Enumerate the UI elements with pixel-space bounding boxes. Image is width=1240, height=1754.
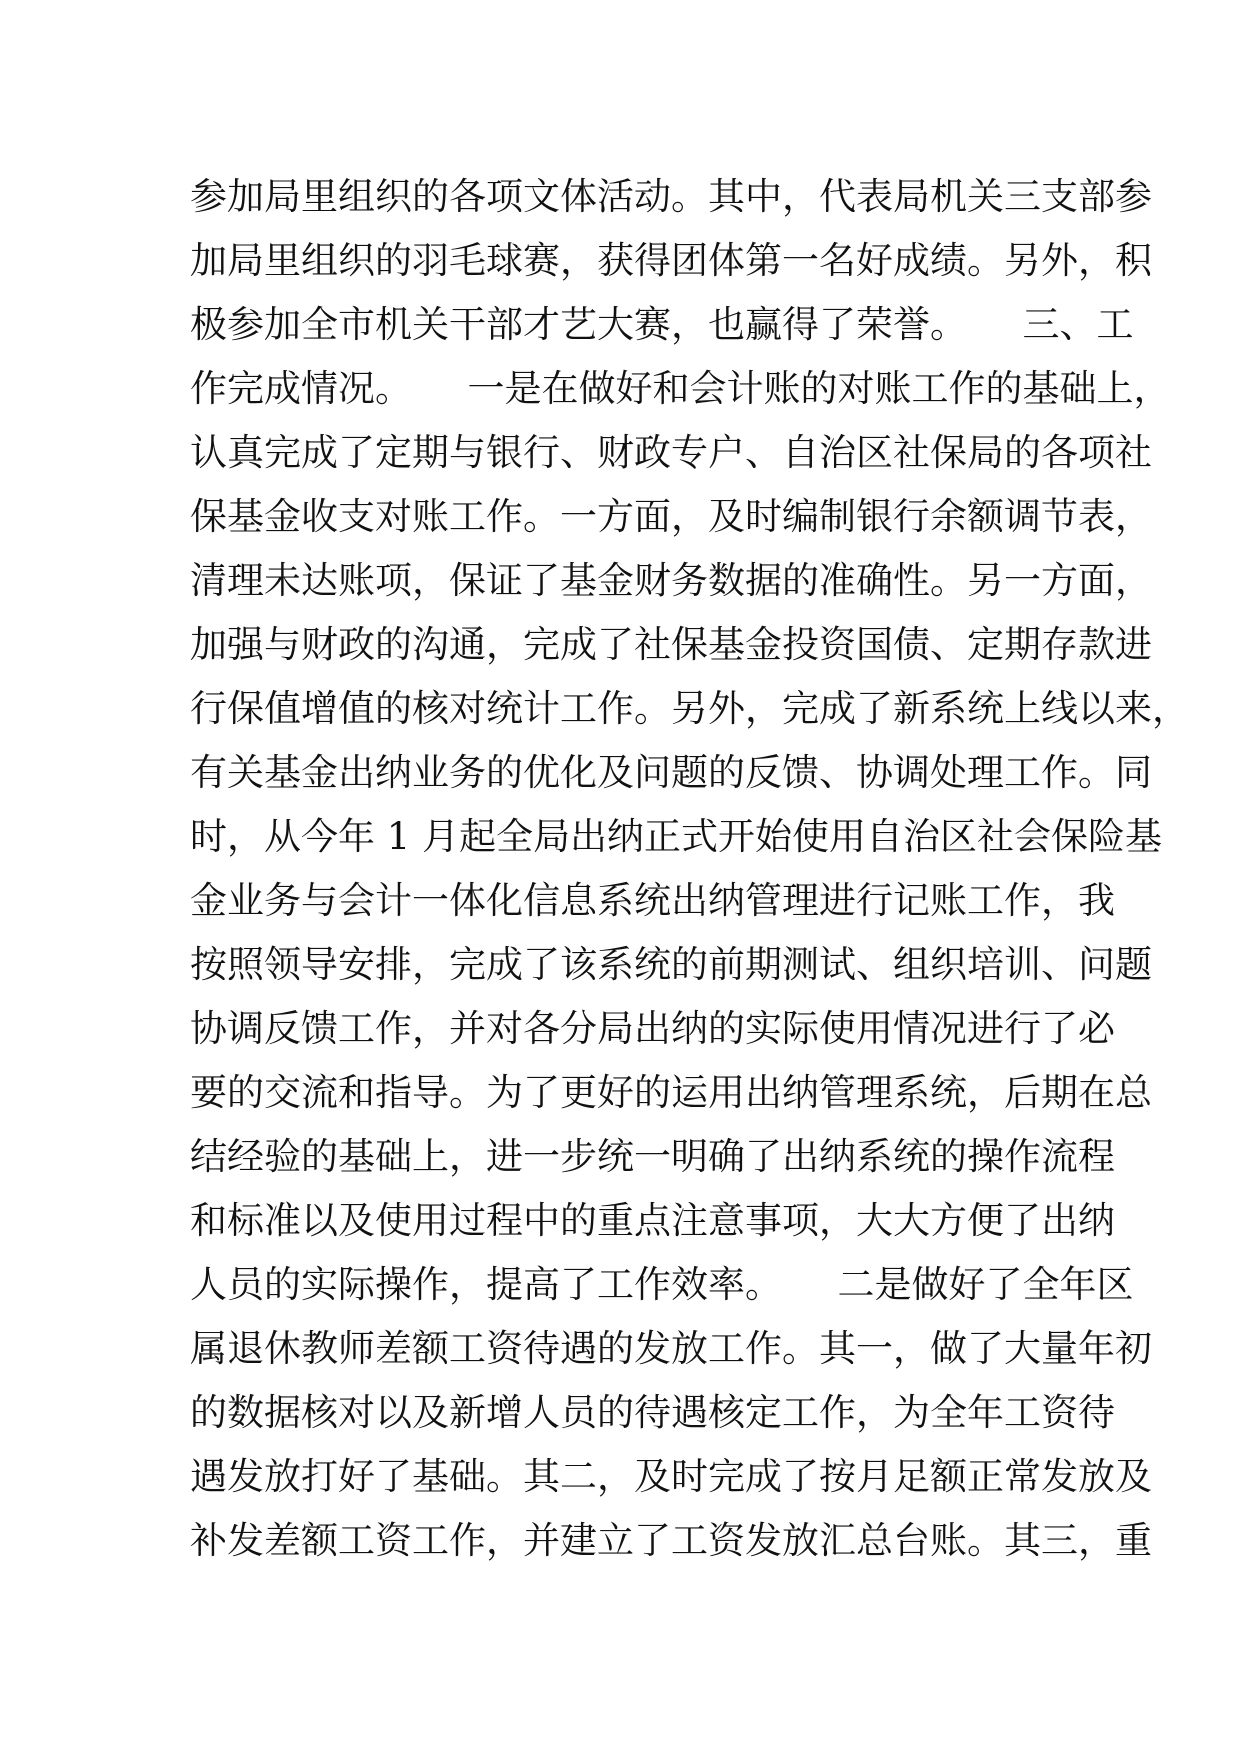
text-line: 参加局里组织的各项文体活动。其中，代表局机关三支部参 bbox=[190, 175, 1152, 218]
text-line: 的数据核对以及新增人员的待遇核定工作，为全年工资待 bbox=[190, 1391, 1115, 1434]
text-line: 和标准以及使用过程中的重点注意事项，大大方便了出纳 bbox=[190, 1199, 1115, 1242]
text-line: 认真完成了定期与银行、财政专户、自治区社保局的各项社 bbox=[190, 431, 1152, 474]
text-line: 金业务与会计一体化信息系统出纳管理进行记账工作，我 bbox=[190, 879, 1115, 922]
text-line: 清理未达账项，保证了基金财务数据的准确性。另一方面， bbox=[190, 559, 1152, 602]
text-line: 结经验的基础上，进一步统一明确了出纳系统的操作流程 bbox=[190, 1135, 1115, 1178]
text-line: 加局里组织的羽毛球赛，获得团体第一名好成绩。另外，积 bbox=[190, 239, 1152, 282]
text-line: 行保值增值的核对统计工作。另外，完成了新系统上线以来， bbox=[190, 687, 1189, 730]
text-line: 遇发放打好了基础。其二，及时完成了按月足额正常发放及 bbox=[190, 1455, 1152, 1498]
text-line: 极参加全市机关干部才艺大赛，也赢得了荣誉。 三、工 bbox=[190, 303, 1134, 346]
text-line: 协调反馈工作，并对各分局出纳的实际使用情况进行了必 bbox=[190, 1007, 1115, 1050]
text-line: 时，从今年 1 月起全局出纳正式开始使用自治区社会保险基 bbox=[190, 815, 1163, 858]
text-line: 属退休教师差额工资待遇的发放工作。其一，做了大量年初 bbox=[190, 1327, 1152, 1370]
text-line: 有关基金出纳业务的优化及问题的反馈、协调处理工作。同 bbox=[190, 751, 1152, 794]
text-line: 保基金收支对账工作。一方面，及时编制银行余额调节表， bbox=[190, 495, 1152, 538]
text-line: 人员的实际操作，提高了工作效率。 二是做好了全年区 bbox=[190, 1263, 1134, 1306]
text-line: 作完成情况。 一是在做好和会计账的对账工作的基础上， bbox=[190, 367, 1171, 410]
text-line: 补发差额工资工作，并建立了工资发放汇总台账。其三，重 bbox=[190, 1519, 1152, 1562]
body-text bbox=[190, 165, 1189, 1573]
text-line: 加强与财政的沟通，完成了社保基金投资国债、定期存款进 bbox=[190, 623, 1152, 666]
text-line: 要的交流和指导。为了更好的运用出纳管理系统，后期在总 bbox=[190, 1071, 1152, 1114]
text-line: 按照领导安排，完成了该系统的前期测试、组织培训、问题 bbox=[190, 943, 1152, 986]
